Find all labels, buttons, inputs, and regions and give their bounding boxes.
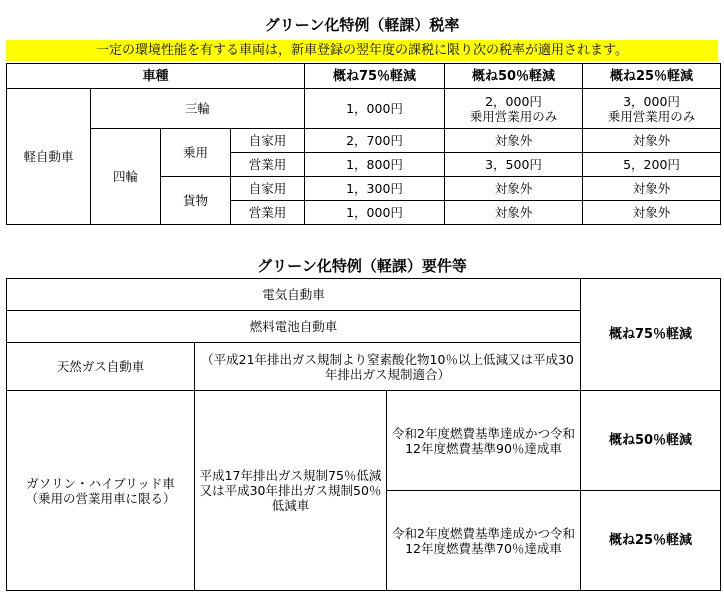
joyo-label: 乗用: [161, 129, 231, 177]
header-rate-75: 概ね75％軽減: [305, 64, 445, 89]
kei-label: 軽自動車: [7, 89, 91, 225]
cell: 1，000円: [305, 201, 445, 225]
cell: 2，700円: [305, 129, 445, 153]
cell: 対象外: [583, 129, 721, 153]
rate-50-label: 概ね50％軽減: [581, 391, 721, 491]
notice-banner: 一定の環境性能を有する車両は，新車登録の翌年度の課税に限り次の税率が適用されます。: [6, 40, 718, 61]
eigyoyo-label: 営業用: [231, 201, 305, 225]
rate-table-title: グリーン化特例（軽課）税率: [264, 16, 460, 34]
fcv-label: 燃料電池自動車: [7, 311, 581, 343]
jikayo-label: 自家用: [231, 129, 305, 153]
cell: 対象外: [583, 177, 721, 201]
cell: 対象外: [583, 201, 721, 225]
cell: 1，000円: [305, 89, 445, 129]
header-vehicle-type: 車種: [7, 64, 305, 89]
jikayo-label: 自家用: [231, 177, 305, 201]
requirement-table-title: グリーン化特例（軽課）要件等: [257, 257, 467, 275]
rate-75-label: 概ね75％軽減: [581, 279, 721, 391]
eigyoyo-label: 営業用: [231, 153, 305, 177]
yonrin-label: 四輪: [91, 129, 161, 225]
cell: 5，200円: [583, 153, 721, 177]
cell: 1，800円: [305, 153, 445, 177]
gasoline-hybrid-label: ガソリン・ハイブリッド車 （乗用の営業用車に限る）: [7, 391, 195, 591]
cell: 対象外: [445, 177, 583, 201]
header-rate-50: 概ね50％軽減: [445, 64, 583, 89]
kamotsu-label: 貨物: [161, 177, 231, 225]
cell: 3，500円: [445, 153, 583, 177]
cell: 対象外: [445, 129, 583, 153]
sanrin-label: 三輪: [91, 89, 305, 129]
header-rate-25: 概ね25％軽減: [583, 64, 721, 89]
rate-25-label: 概ね25％軽減: [581, 491, 721, 591]
cell: 対象外: [445, 201, 583, 225]
cng-label: 天然ガス自動車: [7, 343, 195, 391]
cell: 1，300円: [305, 177, 445, 201]
cng-requirement: （平成21年排出ガス規制より窒素酸化物10％以上低減又は平成30年排出ガス規制適合）: [195, 343, 581, 391]
fuel-70-requirement: 令和2年度燃費基準達成かつ令和12年度燃費基準70％達成車: [387, 491, 581, 591]
emission-requirement: 平成17年排出ガス規制75％低減又は平成30年排出ガス規制50％低減車: [195, 391, 387, 591]
tax-rate-table: [6, 63, 721, 225]
cell: 2，000円 乗用営業用のみ: [445, 89, 583, 129]
cell: 3，000円 乗用営業用のみ: [583, 89, 721, 129]
requirement-table: [6, 278, 721, 591]
fuel-90-requirement: 令和2年度燃費基準達成かつ令和12年度燃費基準90％達成車: [387, 391, 581, 491]
ev-label: 電気自動車: [7, 279, 581, 311]
